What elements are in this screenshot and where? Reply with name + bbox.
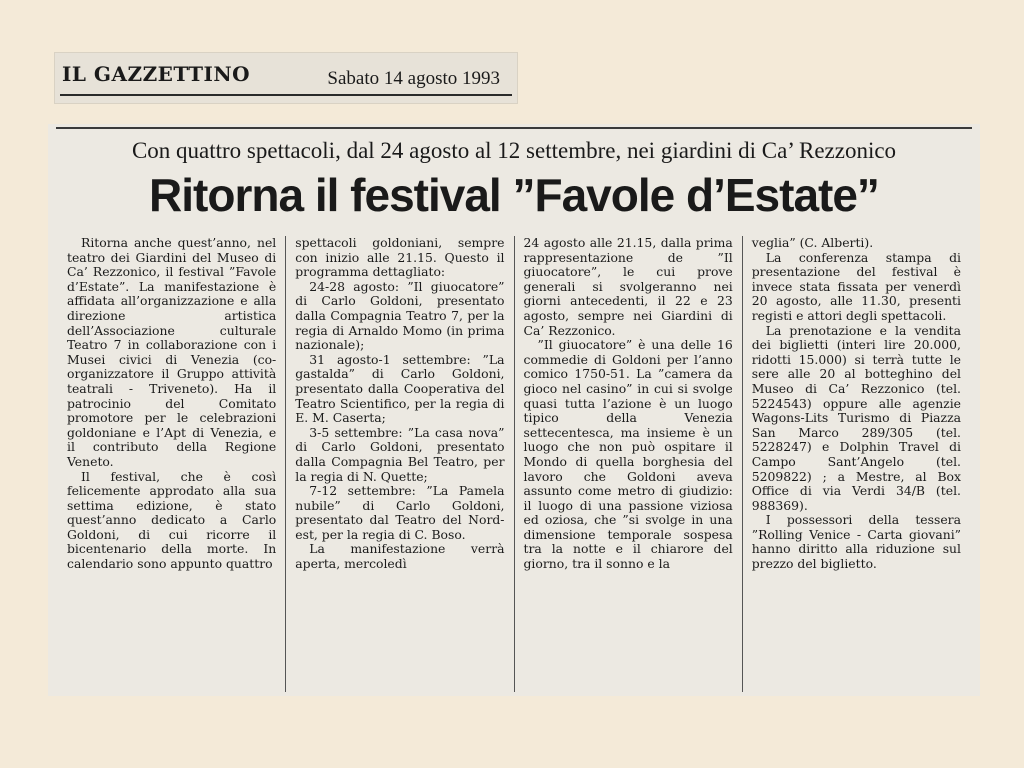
newspaper-logo: IL GAZZETTINO: [62, 62, 251, 86]
paragraph: 31 agosto-1 settembre: ”La gastalda” di Carlo Goldoni, presentato dalla Cooperativa del Teatro Scientifico, per la regia di E. M. Caserta;: [295, 351, 505, 426]
article-top-rule: [56, 127, 972, 129]
paragraph: Il festival, che è così felicemente approdato alla sua settima edizione, è stato quest’anno dedicato a Carlo Goldoni, di cui ricorre il bicentenario della morte. In calendario sono appunto quattro: [67, 468, 277, 572]
paragraph: La conferenza stampa di presentazione del festival è invece stata fissata per venerdì 20 agosto, alle 11.30, presenti registi e attori degli spettacoli.: [751, 249, 961, 323]
article-column-4: [742, 236, 970, 692]
paragraph: La prenotazione e la vendita dei biglietti (interi lire 20.000, ridotti 15.000) si terrà tutte le sere alle 20 al botteghino del Museo di Ca’ Rezzonico (tel. 5224543) oppure alle agenzie Wagons-Lits Turismo di Piazza San Marco 289/305 (tel. 5228247) e Dolphin Travel di Campo Sant’Angelo (tel. 5209822) ; a Mestre, al Box Office di via Verdi 34/B (tel. 988369).: [751, 322, 961, 513]
article-column-3: [514, 236, 742, 692]
article-subtitle: Con quattro spettacoli, dal 24 agosto al 12 settembre, nei giardini di Ca’ Rezzonico: [131, 138, 897, 163]
paragraph: La manifestazione verrà aperta, mercoledì: [295, 541, 505, 572]
paragraph: Ritorna anche quest’anno, nel teatro dei Giardini del Museo di Ca’ Rezzonico, il festival ”Favole d’Estate”. La manifestazione è affidata all’organizzazione e alla direzione artistica dell’Associazione culturale Teatro 7 in collaborazione con i Musei civici di Venezia (co-organizzatore il Gruppo attività teatrali - Triveneto). Ha il patrocinio del Comitato promotore per le celebrazioni goldoniane e l’Apt di Venezia, e il contributo della Regione Veneto.: [67, 236, 277, 469]
masthead-rule: [60, 94, 512, 96]
article-clipping: [48, 124, 980, 696]
article-column-2: [285, 236, 513, 692]
article-columns: [58, 236, 970, 692]
paragraph: 7-12 settembre: ”La Pamela nubile” di Carlo Goldoni, presentato dal Teatro del Nord-est, per la regia di C. Boso.: [295, 483, 505, 542]
paragraph: I possessori della tessera ”Rolling Venice - Carta giovani” hanno diritto alla riduzione sul prezzo del biglietto.: [751, 512, 961, 572]
paragraph: spettacoli goldoniani, sempre con inizio alle 21.15. Questo il programma dettagliato:: [295, 236, 505, 280]
article-title: Ritorna il festival ”Favole d’Estate”: [149, 169, 879, 221]
paragraph: 24 agosto alle 21.15, dalla prima rappresentazione de ”Il giuocatore”, le cui prove generali si svolgeranno nei giorni antecedenti, il 22 e 23 agosto, sempre nei Giardini di Ca’ Rezzonico.: [523, 236, 733, 338]
paragraph: veglia” (C. Alberti).: [751, 236, 874, 250]
publication-date: Sabato 14 agosto 1993: [327, 68, 500, 89]
paragraph: ”Il giuocatore” è una delle 16 commedie di Goldoni per l’anno comico 1750-51. La ”camera da gioco nel casino” in cui si svolge quasi tutta l’azione è un luogo tipico della Venezia settecentesca, ma insieme è un luogo che non può ospitare il Mondo di quella borghesia del lavoro che Goldoni aveva assunto come metro di giudizio: il luogo di una passione viziosa ed oziosa, che ”si svolge in una dimensione temporale sospesa tra la notte e il chiarore del giorno, tra il sonno e la: [523, 337, 733, 572]
paragraph: 24-28 agosto: ”Il giuocatore” di Carlo Goldoni, presentato dalla Compagnia Teatro 7, per la regia di Arnaldo Momo (in prima nazionale);: [295, 278, 505, 353]
masthead-clipping: [54, 52, 518, 104]
paragraph: 3-5 settembre: ”La casa nova” di Carlo Goldoni, presentato dalla Compagnia Bel Teatro, per la regia di N. Quette;: [295, 424, 505, 484]
article-column-1: [58, 236, 285, 692]
